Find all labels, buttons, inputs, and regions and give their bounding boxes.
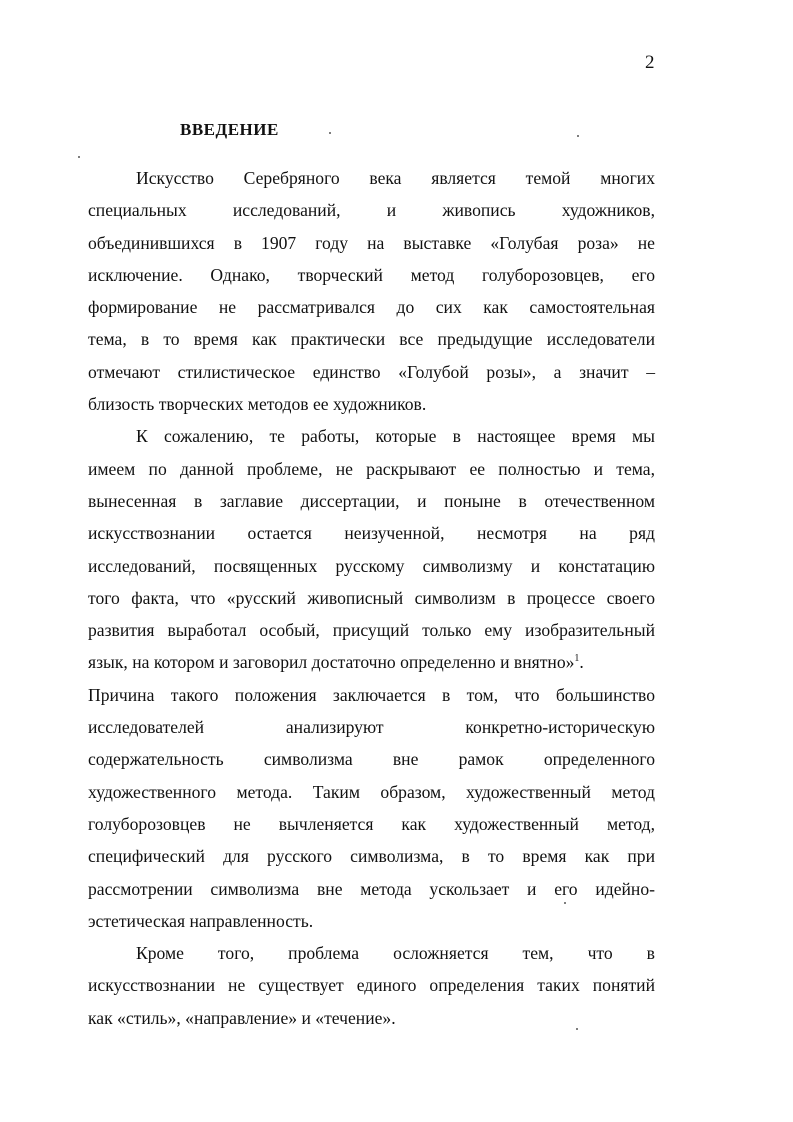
scan-speck <box>576 1028 578 1030</box>
scan-speck <box>564 902 566 904</box>
text-line: формирование не рассматривался до сих как самостоятельная <box>88 297 655 318</box>
text-line: специфический для русского символизма, в то время как при <box>88 846 655 867</box>
scan-speck <box>329 132 331 134</box>
text-line: объединившихся в 1907 году на выставке «Голубая роза» не <box>88 232 655 253</box>
body-text <box>88 162 655 1034</box>
text-line: язык, на котором и заговорил достаточно определенно и внятно» <box>88 652 575 673</box>
text-line: как «стиль», «направление» и «течение». <box>88 1007 396 1028</box>
text-line: близость творческих методов ее художников. <box>88 394 427 415</box>
page-title: ВВЕДЕНИЕ <box>180 120 279 139</box>
scan-speck <box>577 135 579 137</box>
text-line-with-footnote <box>88 646 655 678</box>
text-line: имеем по данной проблеме, не раскрывают ее полностью и тема, <box>88 458 655 479</box>
paragraph-2 <box>88 420 655 937</box>
text-line: искусствознании остается неизученной, несмотря на ряд <box>88 523 655 544</box>
paragraph-1 <box>88 162 655 420</box>
text-line: исключение. Однако, творческий метод голуборозовцев, его <box>88 264 655 285</box>
text-line: отмечают стилистическое единство «Голубой розы», а значит – <box>88 361 655 382</box>
page-number: 2 <box>645 52 655 73</box>
text-line: исследований, посвященных русскому символизму и констатацию <box>88 555 655 576</box>
text-line: Кроме того, проблема осложняется тем, что в <box>136 943 655 964</box>
text-line: вынесенная в заглавие диссертации, и поныне в отечественном <box>88 490 655 511</box>
paragraph-3 <box>88 937 655 1034</box>
footnote-trailing-punctuation: . <box>579 652 584 673</box>
footnote-marker[interactable]: 1 <box>574 653 580 665</box>
text-line: Причина такого положения заключается в том, что большинство <box>88 684 655 705</box>
text-line: К сожалению, те работы, которые в настоящее время мы <box>136 426 655 447</box>
text-line: того факта, что «русский живописный символизм в процессе своего <box>88 587 655 608</box>
text-line: специальных исследований, и живопись художников, <box>88 200 655 221</box>
scan-speck <box>78 156 80 158</box>
text-line: Искусство Серебряного века является темой многих <box>136 168 655 188</box>
text-line: развития выработал особый, присущий только ему изобразительный <box>88 620 655 641</box>
text-line: исследователей анализируют конкретно-историческую <box>88 717 655 738</box>
text-line: рассмотрении символизма вне метода ускользает и его идейно- <box>88 878 655 899</box>
text-line: искусствознании не существует единого определения таких понятий <box>88 975 655 996</box>
text-line: содержательность символизма вне рамок определенного <box>88 749 655 770</box>
text-line: голуборозовцев не вычленяется как художественный метод, <box>88 813 655 834</box>
text-line: эстетическая направленность. <box>88 910 314 931</box>
text-line: тема, в то время как практически все предыдущие исследователи <box>88 329 655 350</box>
text-line: художественного метода. Таким образом, художественный метод <box>88 781 655 802</box>
